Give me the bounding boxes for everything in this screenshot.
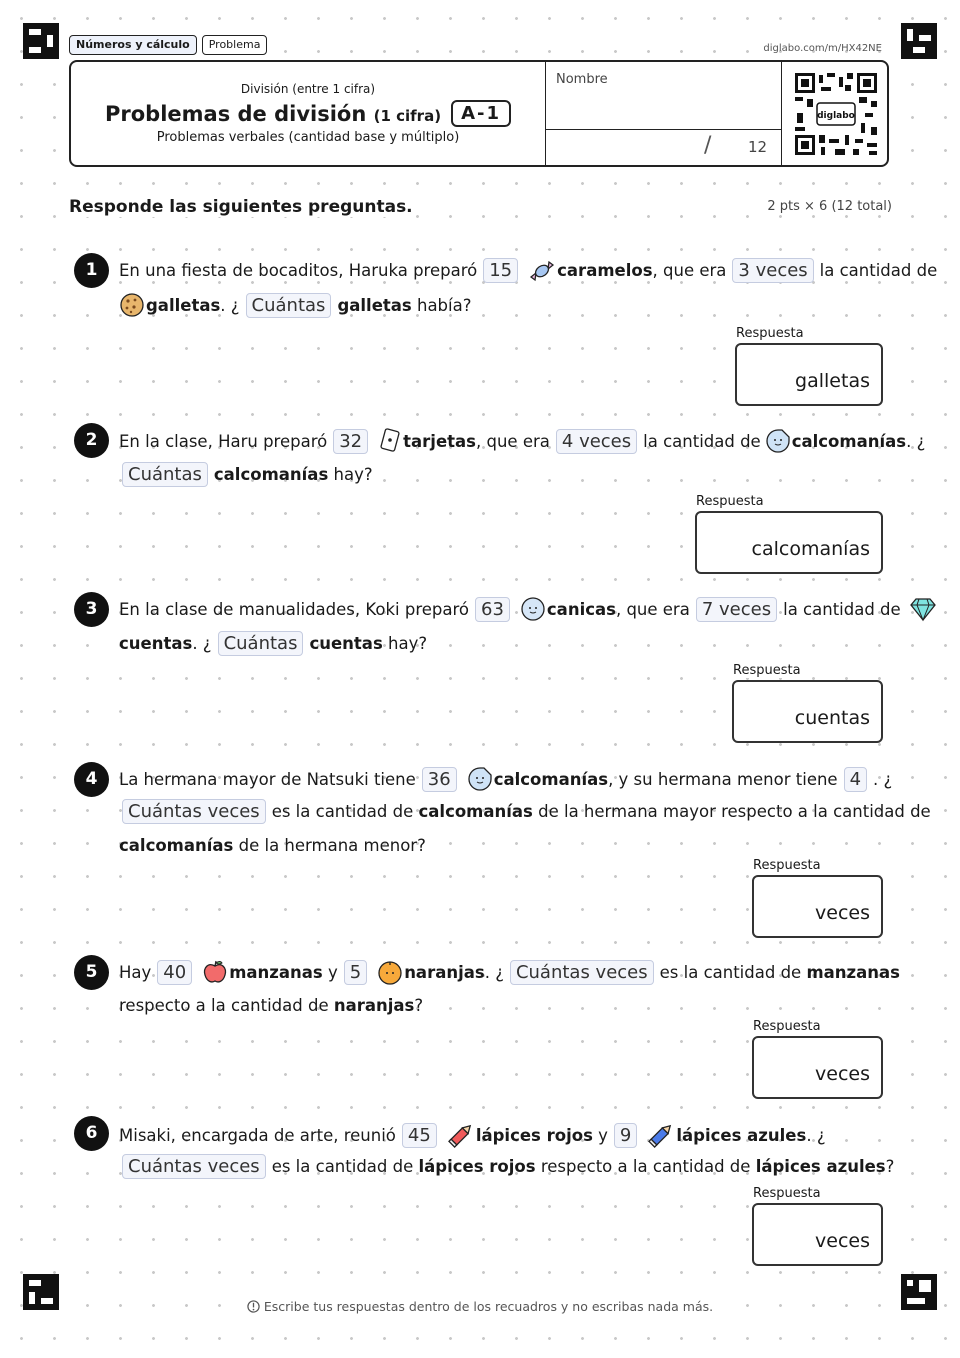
question-3-line-2 [119, 631, 427, 656]
q1-item1: caramelos [557, 261, 653, 280]
question-6-line-2 [119, 1154, 894, 1179]
answer-unit: calcomanías [751, 538, 870, 560]
question-number: 6 [74, 1116, 109, 1151]
question-2-line-2 [119, 462, 373, 487]
q4-text: La hermana mayor de Natsuki tiene [119, 769, 416, 789]
q3-times-word: veces [719, 598, 772, 620]
header-title-block [71, 62, 545, 165]
q4-question-box: Cuántas veces [122, 799, 266, 824]
q5-item2b: naranjas [333, 996, 415, 1015]
footer-note [0, 1299, 960, 1314]
q2-text: En la clase, Haru preparó [119, 431, 328, 451]
q5-text-g: es la cantidad de [659, 962, 802, 982]
gem-icon [909, 596, 937, 622]
answer-box-5[interactable] [752, 1036, 883, 1099]
question-number: 2 [74, 423, 109, 458]
answer-label: Respuesta [733, 663, 801, 678]
q5-question-box: Cuántas veces [510, 960, 654, 985]
q1-question-box: Cuántas [246, 293, 332, 318]
answer-unit: galletas [795, 370, 870, 392]
info-icon [247, 1300, 260, 1313]
title-text: Problemas de división [105, 101, 367, 126]
question-4-line-1 [119, 766, 892, 792]
blue-pencil-icon [647, 1121, 675, 1149]
q4-text-k: de la hermana menor? [238, 836, 426, 855]
q1-text-h: había? [416, 295, 472, 315]
score-total: 12 [748, 138, 768, 156]
q5-number-box: 40 [157, 960, 192, 985]
q4-text-g: es la cantidad de [271, 802, 414, 821]
tag-category: Números y cálculo [69, 35, 197, 55]
q5-text: Hay [119, 962, 152, 982]
q1-text-b: , que era [652, 261, 727, 280]
q5-item2: naranjas [404, 962, 485, 982]
q1-item2b: galletas [337, 295, 412, 315]
q1-text-d: la cantidad de [819, 261, 938, 280]
qr-cell [781, 62, 888, 165]
q2-times-word: veces [579, 430, 632, 452]
answer-label: Respuesta [753, 858, 821, 873]
q4-text-b: , y su hermana menor tiene [608, 769, 838, 789]
q4-item: calcomanías [418, 802, 533, 821]
q3-text-h: hay? [388, 634, 428, 653]
q5-text-i: respecto a la cantidad de [119, 996, 329, 1015]
name-field[interactable] [545, 62, 782, 130]
q4-item-b: calcomanías [119, 836, 234, 855]
answer-label: Respuesta [736, 326, 804, 341]
q5-item1b: manzanas [806, 962, 900, 982]
q3-text-b: , que era [615, 599, 690, 619]
q1-number-box: 15 [483, 258, 518, 283]
q4-number-box: 36 [422, 767, 457, 792]
q3-text-d: la cantidad de [783, 599, 901, 619]
q6-text: Misaki, encargada de arte, reunió [119, 1125, 396, 1145]
question-number: 4 [74, 762, 109, 797]
q6-number-box: 45 [402, 1123, 437, 1148]
q2-times-box [556, 429, 637, 454]
q2-number-box: 32 [333, 429, 368, 454]
sticker-icon [467, 766, 493, 792]
marble-icon [520, 596, 546, 622]
cookie-icon [119, 292, 145, 318]
answer-label: Respuesta [753, 1186, 821, 1201]
q6-text-b: y [598, 1125, 608, 1145]
q1-times-word: veces [755, 260, 808, 281]
question-2-line-1 [119, 427, 925, 455]
q4-number-box-2: 4 [844, 767, 867, 792]
question-5-line-1 [119, 959, 900, 985]
q6-text-c: . ¿ [806, 1125, 826, 1145]
q6-item1: lápices rojos [475, 1125, 593, 1145]
q6-question-box: Cuántas veces [122, 1154, 266, 1179]
q2-text-h: hay? [333, 465, 373, 484]
worksheet-header [69, 60, 889, 167]
q3-item1: canicas [546, 599, 616, 619]
question-4-line-2 [119, 799, 931, 824]
score-field [545, 129, 782, 165]
q2-question-box: Cuántas [122, 462, 208, 487]
question-4-line-3 [119, 836, 426, 855]
card-icon [378, 427, 402, 455]
header-description: Problemas verbales (cantidad base y múltiplo) [156, 130, 460, 145]
q1-item2: galletas [146, 295, 221, 315]
q2-text-e: . ¿ [906, 431, 926, 451]
q2-item1: tarjetas [403, 431, 476, 451]
sticker-icon [765, 428, 791, 454]
name-label: Nombre [556, 72, 608, 87]
q6-item1b: lápices rojos [418, 1157, 536, 1176]
orange-icon [377, 959, 403, 985]
question-number: 1 [74, 253, 109, 288]
footer-text: Escribe tus respuestas dentro de los recuadros y no escribas nada más. [263, 1299, 714, 1314]
answer-box-1[interactable] [735, 343, 883, 406]
candy-icon [528, 259, 556, 283]
answer-label: Respuesta [696, 494, 764, 509]
q5-text-c: . ¿ [484, 962, 504, 982]
q3-times-number: 7 [701, 598, 714, 620]
q3-text-e: . ¿ [192, 634, 212, 653]
corner-marker-top-left [23, 23, 59, 59]
answer-label: Respuesta [753, 1019, 821, 1034]
answer-box-4[interactable] [752, 875, 883, 938]
question-number: 5 [74, 955, 109, 990]
q2-item2b: calcomanías [213, 465, 329, 484]
q4-item1: calcomanías [493, 769, 609, 789]
answer-unit: veces [815, 1230, 870, 1252]
points-info: 2 pts × 6 (12 total) [767, 199, 892, 214]
q3-question-box: Cuántas [218, 631, 304, 656]
answer-unit: cuentas [794, 707, 870, 729]
question-6-line-1 [119, 1121, 826, 1149]
tag-type: Problema [202, 35, 268, 55]
q6-item2b: lápices azules [755, 1157, 886, 1176]
q3-times-box [696, 597, 777, 622]
answer-box-3[interactable] [732, 680, 883, 743]
level-badge: A-1 [451, 100, 511, 127]
q3-number-box: 63 [475, 597, 510, 622]
q2-text-b: , que era [476, 431, 550, 451]
question-1-line-2 [119, 292, 471, 318]
question-5-line-2 [119, 996, 423, 1015]
q5-text-k: ? [414, 996, 424, 1015]
q6-text-g: es la cantidad de [271, 1157, 414, 1176]
page-title [105, 100, 511, 127]
answer-box-6[interactable] [752, 1203, 883, 1266]
q5-text-b: y [327, 962, 338, 982]
apple-icon [202, 959, 228, 985]
category-tags [69, 35, 267, 55]
qr-label: diglabo [817, 111, 855, 121]
q6-number-box-2: 9 [614, 1123, 637, 1148]
instructions: Responde las siguientes preguntas. [69, 197, 416, 217]
q1-times-number: 3 [738, 260, 750, 281]
q4-text-i: de la hermana mayor respecto a la cantidad de [538, 802, 931, 821]
question-1-line-1 [119, 258, 937, 283]
q1-text-e: . ¿ [220, 295, 240, 315]
answer-unit: veces [815, 1063, 870, 1085]
q5-number-box-2: 5 [344, 960, 367, 985]
header-subtitle: División (entre 1 cifra) [240, 82, 376, 96]
q2-item2: calcomanías [791, 431, 907, 451]
question-number: 3 [74, 592, 109, 627]
question-3-line-1 [119, 596, 938, 622]
q6-item2: lápices azules [676, 1125, 807, 1145]
q6-text-i: respecto a la cantidad de [540, 1157, 751, 1176]
worksheet-url: diglabo.com/m/HX42NE [763, 43, 882, 54]
q2-text-d: la cantidad de [643, 431, 761, 451]
q3-item2b: cuentas [309, 634, 383, 653]
q1-times-box [732, 258, 813, 283]
q1-text: En una fiesta de bocaditos, Haruka preparó [119, 261, 478, 280]
qr-code-icon [795, 73, 877, 155]
q2-times-number: 4 [561, 430, 574, 452]
answer-box-2[interactable] [695, 511, 883, 574]
q3-item2: cuentas [119, 634, 193, 653]
q3-text: En la clase de manualidades, Koki preparó [119, 599, 469, 619]
red-pencil-icon [447, 1121, 475, 1149]
q4-text-c: . ¿ [873, 769, 893, 789]
q5-item1: manzanas [229, 962, 323, 982]
score-slash: / [704, 133, 712, 158]
corner-marker-top-right [901, 23, 937, 59]
answer-unit: veces [815, 902, 870, 924]
title-small: (1 cifra) [373, 106, 442, 125]
q6-text-k: ? [885, 1157, 895, 1176]
